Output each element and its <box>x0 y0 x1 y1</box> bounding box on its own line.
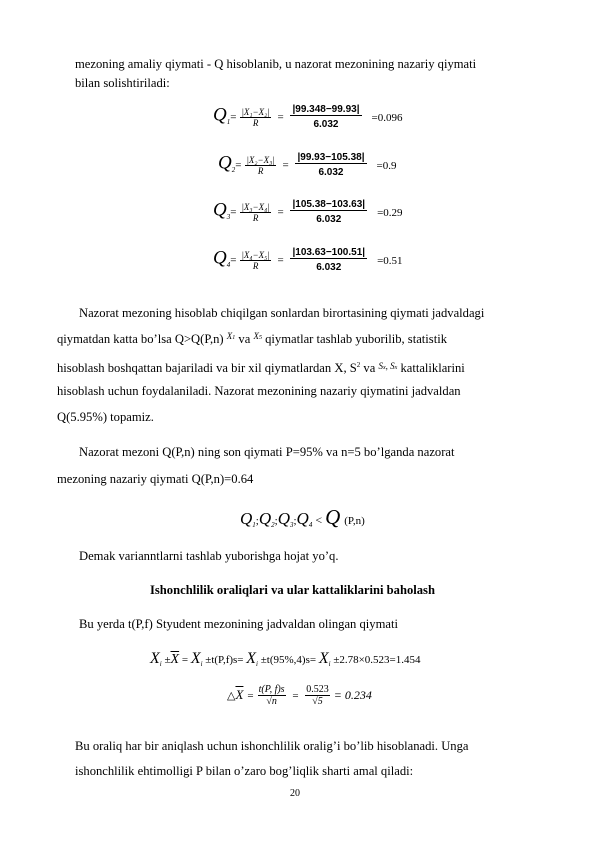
equation-q4: Q4= $\frac{\text{|X₄−X₅|}}{R}$ = $\frac{|103.63-100.51|}{6.032}$ =0.51 <box>213 247 403 273</box>
equation-q2: Q2= $\frac{\text{|X₂−X₃|}}{R}$ = $\frac{|99.93-105.38|}{6.032}$ =0.9 <box>218 152 397 178</box>
paragraph-line <box>57 332 447 350</box>
eq-bignum: |99.93−105.38| <box>297 152 365 163</box>
eq-bignum: |99.348−99.93| <box>292 104 360 115</box>
eq-num: |X₂−X₃| <box>246 154 275 165</box>
text-segment: hisoblash boshqattan bajariladi va bir xil qiymatlardan X, S <box>57 361 357 376</box>
eq-den: R <box>257 165 264 176</box>
eq-bigden: 6.032 <box>313 119 339 130</box>
paragraph-line: mezoning nazariy qiymati Q(P,n)=0.64 <box>57 472 254 486</box>
s-symbols: Sx, Sx <box>378 361 398 372</box>
text-segment: kattaliklarini <box>400 361 465 376</box>
eq-result: =0.096 <box>371 111 403 124</box>
paragraph-line: Q(5.95%) topamiz. <box>57 410 154 424</box>
ineq-tail: (P,n) <box>344 515 365 527</box>
conf-part: ±t(95%,4)s= <box>260 654 317 666</box>
inequality: Q1;Q2;Q3;Q4 < Q (P,n) <box>240 505 365 529</box>
eq-num: |X₃−X₄| <box>241 201 270 212</box>
eq-bigden: 6.032 <box>316 262 342 273</box>
paragraph-line: Nazorat mezoni Q(P,n) ning son qiymati P=95% va n=5 bo’lganda nazorat <box>79 445 455 459</box>
eq-num: |X₄−X₅| <box>241 249 270 260</box>
conf-part: ±t(P,f)s= <box>205 654 244 666</box>
text-segment: va <box>238 332 251 346</box>
paragraph-line: Demak varianntlarni tashlab yuborishga hojat yo’q. <box>79 549 339 563</box>
eq-den: R <box>252 260 259 271</box>
confidence-equation: $X_i \pm\overline{X} = X_i \pm t(P,f)s= X_i \pm t(95\%,4)s= X_i \pm 2.78\times 0.523=1.454$ <box>150 650 421 668</box>
eq-bignum: |103.63−100.51| <box>292 247 366 258</box>
eq-sub: 3 <box>226 212 231 221</box>
paragraph-line: Bu yerda t(P,f) Styudent mezonining jadvaldan olingan qiymati <box>79 617 398 631</box>
paragraph-line: ishonchlilik ehtimolligi P bilan o’zaro bog’liqlik sharti amal qiladi: <box>75 764 414 778</box>
equation-q3: Q3= $\frac{\text{|X₃−X₄|}}{R}$ = $\frac{|105.38-103.63|}{6.032}$ =0.29 <box>213 199 403 225</box>
equation-q1: Q1= $\frac{\text{|X₁−X₂|}}{R}$ = $\frac{|99.348-99.93|}{6.032}$ =0.096 <box>213 104 403 130</box>
eq-sub: 2 <box>231 165 236 174</box>
delta-equation: $\triangle\overline{X}$ = $\frac{t(P, f)s}{√n}$ = $\frac{0.523}{√5}$ = 0.234 <box>227 684 372 707</box>
eq-bigden: 6.032 <box>318 167 344 178</box>
eq-result: =0.51 <box>377 254 403 267</box>
eq-sub: 1 <box>226 117 231 126</box>
eq-result: =0.9 <box>376 159 397 172</box>
paragraph-line: Bu oraliq har bir aniqlash uchun ishonchlilik oralig’i bo’lib hisoblanadi. Unga <box>75 739 469 753</box>
eq-den: R <box>252 117 259 128</box>
paragraph-line: mezoning amaliy qiymati - Q hisoblanib, u nazorat mezonining nazariy qiymati <box>75 57 477 71</box>
section-heading: Ishonchlilik oraliqlari va ular kattaliklarini baholash <box>150 583 435 597</box>
eq-bigden: 6.032 <box>316 214 342 225</box>
eq-den: R <box>252 212 259 223</box>
text-segment: qiymatlar tashlab yuborilib, statistik <box>265 332 447 346</box>
delta-num: 0.523 <box>306 684 329 695</box>
paragraph-line: hisoblash uchun foydalaniladi. Nazorat mezonining nazariy qiymatini jadvaldan <box>57 384 461 398</box>
paragraph-line: Nazorat mezoning hisoblab chiqilgan sonlardan birortasining qiymati jadvaldagi <box>79 306 485 320</box>
delta-result: = 0.234 <box>333 688 372 703</box>
paragraph-line <box>57 358 465 379</box>
conf-part: ±2.78×0.523=1.454 <box>333 654 421 666</box>
eq-num: |X₁−X₂| <box>241 106 270 117</box>
text-segment: va <box>363 361 376 376</box>
superscript: 2 <box>356 361 361 369</box>
x5-symbol: X5 <box>253 331 262 341</box>
delta-den: √n <box>266 696 277 707</box>
eq-sub: 4 <box>226 260 231 269</box>
text-segment: qiymatdan katta bo’lsa Q>Q(P,n) <box>57 332 224 346</box>
x1-symbol: X1 <box>226 331 236 341</box>
paragraph-line: bilan solishtiriladi: <box>75 76 170 90</box>
page-number: 20 <box>290 788 300 799</box>
delta-den: √5 <box>312 696 323 707</box>
eq-bignum: |105.38−103.63| <box>292 199 366 210</box>
delta-num: t(P, f)s <box>258 684 285 695</box>
eq-result: =0.29 <box>377 206 403 219</box>
